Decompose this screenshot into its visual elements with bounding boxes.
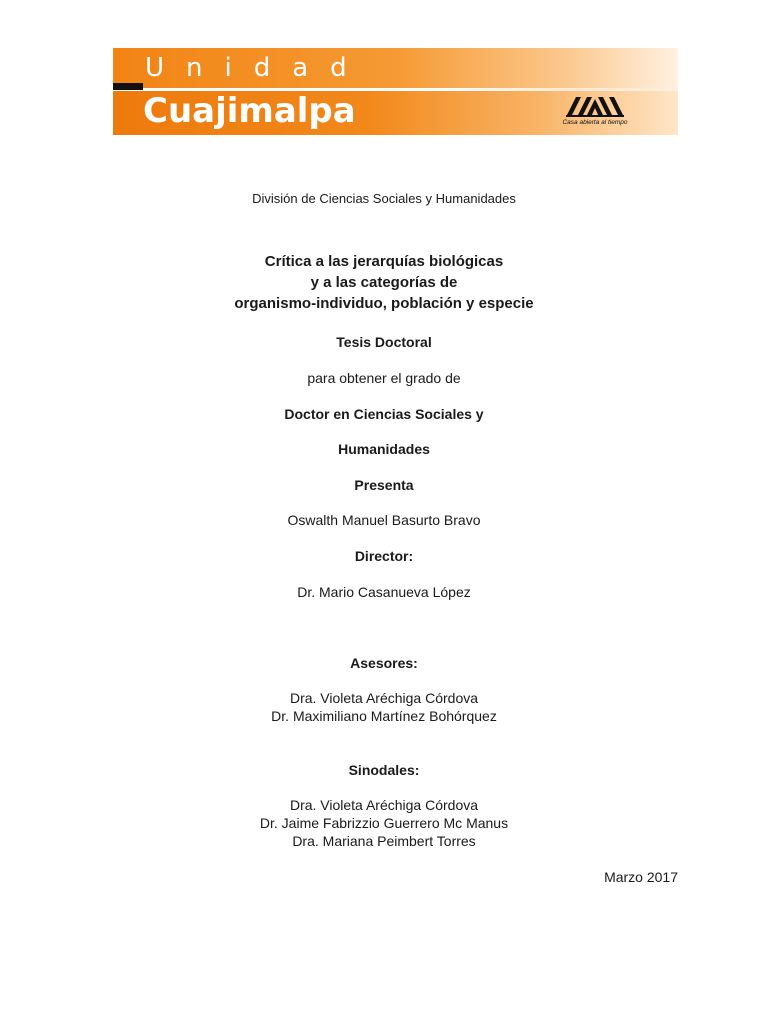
thesis-title-line-1: Crítica a las jerarquías biológicas bbox=[264, 253, 504, 270]
banner-black-bar bbox=[113, 83, 143, 90]
uam-logo bbox=[560, 94, 630, 132]
author-name: Oswalth Manuel Basurto Bravo bbox=[287, 512, 481, 528]
director-label: Director: bbox=[354, 548, 414, 564]
degree-line-2: Humanidades bbox=[338, 441, 430, 457]
banner-unidad-text: Unidad bbox=[145, 53, 369, 83]
sinodal-1: Dra. Violeta Aréchiga Córdova bbox=[289, 797, 479, 813]
asesor-1: Dra. Violeta Aréchiga Córdova bbox=[289, 690, 479, 706]
sinodal-3: Dra. Mariana Peimbert Torres bbox=[292, 833, 476, 849]
sinodales-label: Sinodales: bbox=[348, 762, 420, 778]
division-name: División de Ciencias Sociales y Humanidades bbox=[252, 191, 516, 206]
asesor-2: Dr. Maximiliano Martínez Bohórquez bbox=[271, 708, 497, 724]
banner-cuajimalpa-text: Cuajimalpa bbox=[143, 91, 356, 131]
thesis-type: Tesis Doctoral bbox=[336, 334, 432, 350]
director-name: Dr. Mario Casanueva López bbox=[297, 584, 471, 600]
uam-logo-icon bbox=[564, 94, 626, 118]
degree-intro: para obtener el grado de bbox=[307, 370, 461, 386]
degree-line-1: Doctor en Ciencias Sociales y bbox=[284, 406, 484, 422]
thesis-title-line-3: organismo-individuo, población y especie bbox=[234, 295, 534, 312]
header-banner bbox=[113, 48, 678, 135]
asesores-label: Asesores: bbox=[350, 655, 418, 671]
thesis-title-line-2: y a las categorías de bbox=[310, 274, 458, 291]
thesis-date: Marzo 2017 bbox=[604, 869, 678, 885]
presenta-label: Presenta bbox=[354, 477, 414, 493]
sinodal-2: Dr. Jaime Fabrizzio Guerrero Mc Manus bbox=[259, 815, 509, 831]
logo-tagline: Casa abierta al tiempo bbox=[562, 119, 628, 126]
